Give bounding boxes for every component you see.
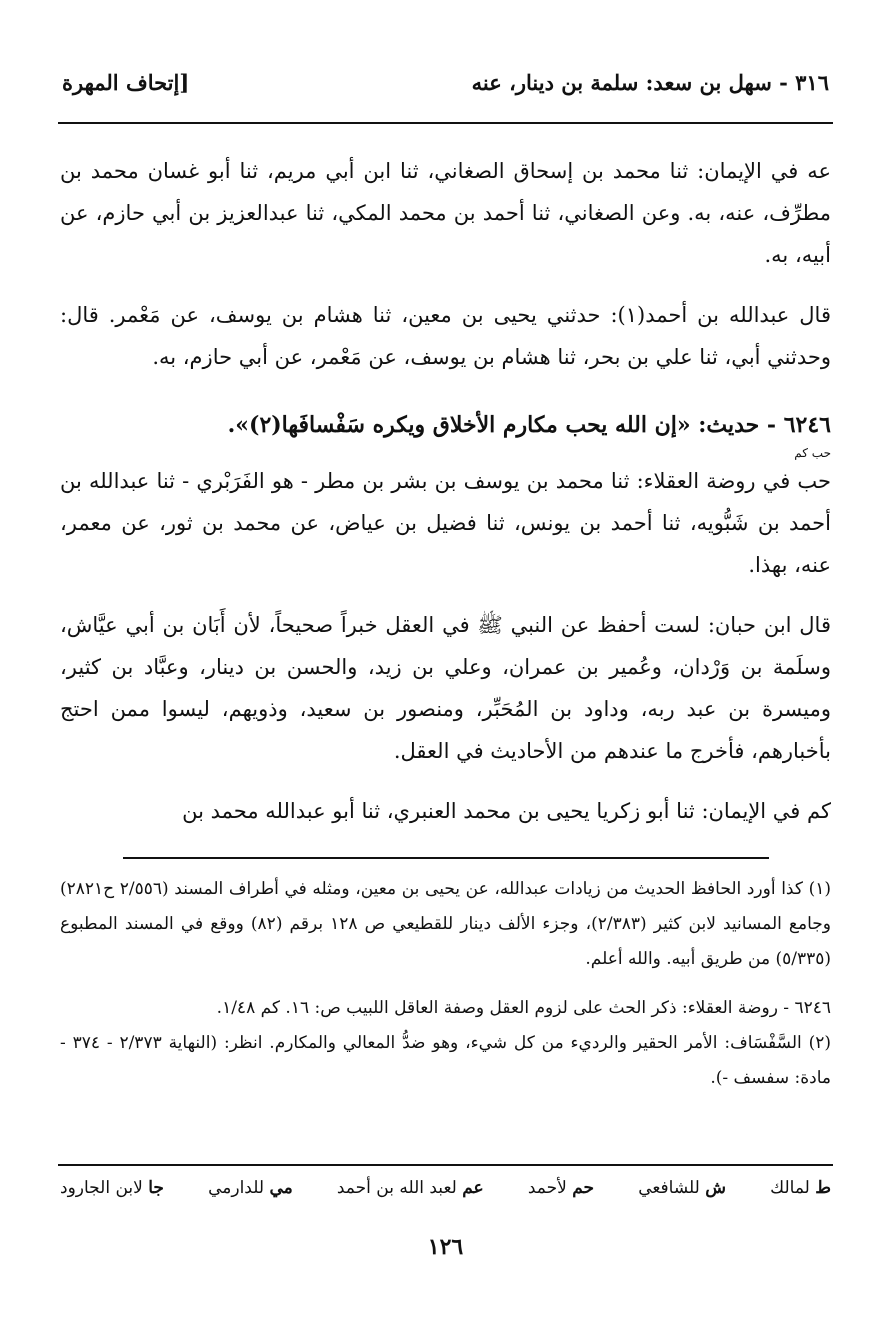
paragraph-isnad-3: حب في روضة العقلاء: ثنا محمد بن يوسف بن بشر بن مطر - هو الفَرَبْري - ثنا عبدالله بن أحمد بن شَبُّويه، ثنا أحمد بن يونس، ثنا فضيل بن عياض، عن محمد بن ثور، عن معمر، عنه، بهذا. <box>60 469 831 577</box>
symbol-entry: جا لابن الجارود <box>60 1178 164 1198</box>
footnotes <box>60 872 831 1110</box>
footnote-2: (٢) السَّفْسَاف: الأمر الحقير والرديء من كل شيء، وهو ضدُّ المعالي والمكارم. انظر: (النهاية ٢/٣٧٣ - ٣٧٤ - مادة: سفسف -). <box>60 1033 831 1088</box>
hadith-heading: ٦٢٤٦ - حديث: «إن الله يحب مكارم الأخلاق ويكره سَفْسافَها(٢)». <box>227 412 831 438</box>
footnote-1: (١) كذا أورد الحافظ الحديث من زيادات عبدالله، عن يحيى بن معين، ومثله في أطراف المسند (٢/٥٥٦ ح٢٨٢١) وجامع المسانيد لابن كثير (٢/٣٨٣)، وجزء الألف دينار للقطيعي ص ١٢٨ برقم (٨٢) ووقع في المسند المطبوع (٥/٣٣٥) من طريق أبيه. والله أعلم. <box>60 879 831 969</box>
header-rule <box>58 122 833 124</box>
symbol-entry: ش للشافعي <box>638 1178 727 1198</box>
abbreviation-key <box>60 1178 831 1210</box>
margin-source-note: حب كم <box>794 446 831 460</box>
symbol-entry: مي للدارمي <box>208 1178 293 1198</box>
header-book-title: [إتحاف المهرة <box>62 69 190 95</box>
paragraph-isnad-1: عه في الإيمان: ثنا محمد بن إسحاق الصغاني، ثنا ابن أبي مريم، ثنا أبو غسان محمد بن مطرِّف، عنه، به. وعن الصغاني، ثنا أحمد بن محمد المكي، ثنا عبدالعزيز بن أبي حازم، عن أبيه، به. <box>60 159 831 267</box>
page-number: ١٢٦ <box>427 1234 464 1260</box>
main-text <box>60 150 831 842</box>
running-header <box>62 62 829 102</box>
header-chapter-title: ٣١٦ - سهل بن سعد: سلمة بن دينار، عنه <box>471 69 829 95</box>
footnote-source-6246: ٦٢٤٦ - روضة العقلاء: ذكر الحث على لزوم العقل وصفة العاقل اللبيب ص: ١٦. كم ١/٤٨. <box>216 998 831 1018</box>
paragraph-ibn-hibban: قال ابن حبان: لست أحفظ عن النبي ﷺ في العقل خبراً صحيحاً، لأن أَبَان بن أبي عيَّاش، وسلَمة بن وَرْدان، وعُمير بن عمران، وعلي بن زيد، والحسن بن دينار، وعبَّاد بن كثير، وميسرة بن عبد ربه، وداود بن المُحَبِّر، ومنصور بن سعيد، وذويهم، ليسوا ممن احتج بأخبارهم، فأخرج ما عندهم من الأحاديث في العقل. <box>60 613 831 763</box>
paragraph-isnad-4: كم في الإيمان: ثنا أبو زكريا يحيى بن محمد العنبري، ثنا أبو عبدالله محمد بن <box>182 799 831 823</box>
footnote-rule <box>123 857 769 859</box>
symbols-rule <box>58 1164 833 1166</box>
symbol-entry: عم لعبد الله بن أحمد <box>336 1178 484 1198</box>
symbol-entry: حم لأحمد <box>527 1178 595 1198</box>
symbol-entry: ط لمالك <box>770 1178 831 1198</box>
paragraph-isnad-2: قال عبدالله بن أحمد(١): حدثني يحيى بن معين، ثنا هشام بن يوسف، عن مَعْمر. قال: وحدثني أبي، ثنا علي بن بحر، ثنا هشام بن يوسف، عن مَعْمر، عن أبي حازم، به. <box>60 303 831 369</box>
